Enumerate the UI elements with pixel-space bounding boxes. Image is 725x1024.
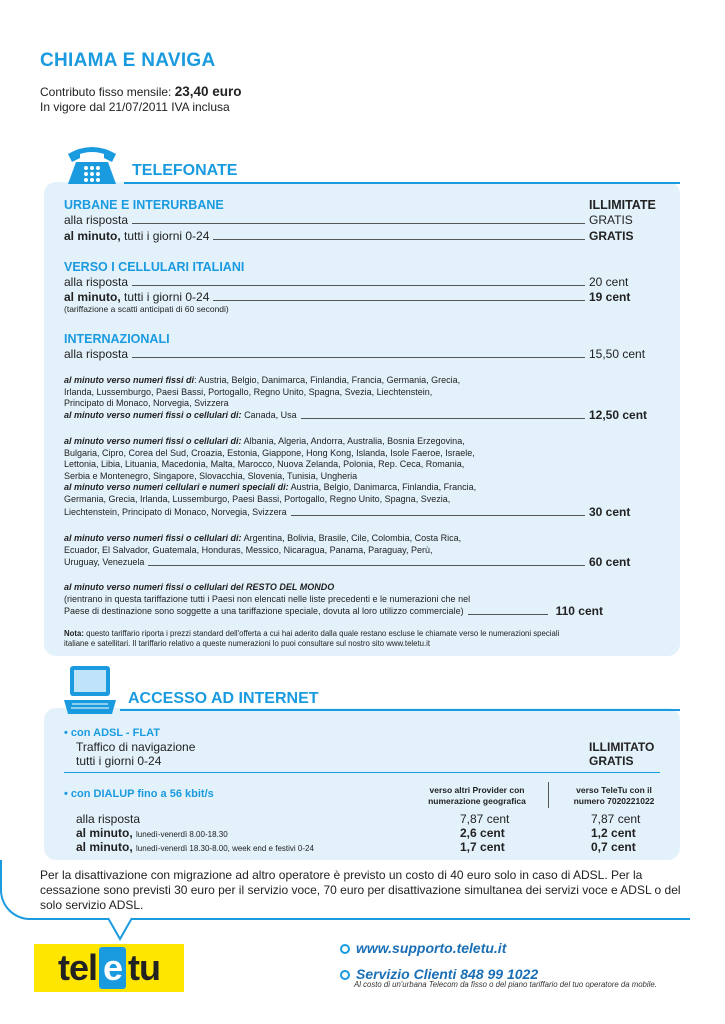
dialup-col-separator bbox=[548, 782, 549, 808]
dialup-r1-v1: 7,87 cent bbox=[460, 812, 510, 826]
intl-group4-row: Paese di destinazione sono soggette a una tariffazione speciale, dovuta al loro utilizzo commerciale) 110 cent bbox=[64, 604, 603, 618]
internet-divider bbox=[120, 709, 680, 711]
bullet-icon bbox=[340, 944, 350, 954]
laptop-icon bbox=[62, 664, 118, 716]
website-link[interactable]: www.supporto.teletu.it bbox=[340, 940, 506, 956]
intl-group3-row: Uruguay, Venezuela 60 cent bbox=[64, 555, 631, 569]
adsl-divider bbox=[64, 772, 660, 773]
fee-label: Contributo fisso mensile: bbox=[40, 85, 172, 99]
dialup-r2-v1: 2,6 cent bbox=[460, 826, 505, 840]
dialup-r3-v2: 0,7 cent bbox=[591, 840, 636, 854]
cellulari-row-minute: al minuto, tutti i giorni 0-24 19 cent bbox=[64, 290, 631, 304]
internet-heading: ACCESSO AD INTERNET bbox=[128, 690, 319, 707]
intl-group2-row: Liechtenstein, Principato di Monaco, Norvegia, Svizzera 30 cent bbox=[64, 505, 631, 519]
adsl-desc: Traffico di navigazione tutti i giorni 0-24 bbox=[76, 740, 196, 768]
fee-amount: 23,40 euro bbox=[174, 84, 242, 99]
bubble-tail bbox=[108, 917, 132, 941]
cellulari-row-answer: alla risposta 20 cent bbox=[64, 275, 629, 289]
internazionali-title: INTERNAZIONALI bbox=[64, 332, 170, 346]
cellulari-title: VERSO I CELLULARI ITALIANI bbox=[64, 260, 245, 274]
intl-group3: al minuto verso numeri fissi o cellulari di: Argentina, Bolivia, Brasile, Cile, Colombia, Costa Rica, Ecuador, El Salvador, Guatemala, Honduras, Messico, Nicaragua, Panama, Paraguay, Perù, bbox=[64, 533, 462, 555]
telefonate-divider bbox=[124, 182, 680, 184]
customer-service: Servizio Clienti 848 99 1022 bbox=[340, 966, 538, 982]
intl-group1: al minuto verso numeri fissi di: Austria, Belgio, Danimarca, Finlandia, Francia, Germania, Grecia, Irlanda, Lussemburgo, Paesi Bassi, Portogallo, Regno Unito, Spagna, Svezia, Liechtenstein, Principato di Monaco, Norvegia, Svizzera bbox=[64, 375, 461, 408]
dialup-row-answer: alla risposta bbox=[76, 812, 141, 826]
teletu-logo: tel e tu bbox=[34, 944, 184, 992]
dialup-title: • con DIALUP fino a 56 kbit/s bbox=[64, 788, 214, 800]
disattivazione-text: Per la disattivazione con migrazione ad altro operatore è previsto un costo di 40 euro solo in caso di ADSL. Per la cessazione sono previsti 30 euro per il servizio voce, 70 euro per disattivazione simultanea dei servizi voce e ADSL o del solo servizio ADSL. bbox=[40, 868, 681, 912]
dialup-r1-v2: 7,87 cent bbox=[591, 812, 641, 826]
monthly-fee bbox=[40, 84, 242, 115]
telefonate-note: Nota: questo tariffario riporta i prezzi standard dell'offerta a cui hai aderito dalla quale restano escluse le chiamate verso le numerazioni speciali italiane e satellitari. Il tariffario relativo a queste numerazioni lo puoi consultare sul nostro sito www.teletu.it bbox=[64, 629, 560, 648]
urbane-row-answer: alla risposta GRATIS bbox=[64, 213, 633, 227]
urbane-title: URBANE E INTERURBANE bbox=[64, 198, 224, 212]
telefonate-heading: TELEFONATE bbox=[132, 162, 238, 179]
intl-group4: al minuto verso numeri fissi o cellulari del RESTO DEL MONDO (rientrano in questa tariffazione tutti i Paesi non elencati nelle liste precedenti e le numerazioni che nel bbox=[64, 582, 471, 604]
intl-group1-row: al minuto verso numeri fissi o cellulari di: Canada, Usa 12,50 cent bbox=[64, 408, 648, 422]
adsl-values: ILLIMITATO GRATIS bbox=[589, 740, 655, 768]
telephone-icon bbox=[60, 140, 124, 188]
cellulari-note: (tariffazione a scatti anticipati di 60 secondi) bbox=[64, 304, 229, 314]
dialup-r3-v1: 1,7 cent bbox=[460, 840, 505, 854]
adsl-title: • con ADSL - FLAT bbox=[64, 727, 160, 739]
dialup-row-night: al minuto, lunedì-venerdì 18.30-8.00, week end e festivi 0-24 bbox=[76, 840, 314, 854]
page-title: CHIAMA E NAVIGA bbox=[40, 50, 216, 71]
fee-validity: In vigore dal 21/07/2011 IVA inclusa bbox=[40, 100, 230, 114]
bullet-icon bbox=[340, 970, 350, 980]
phone-disclaimer: Al costo di un'urbana Telecom da fisso o del piano tariffario del tuo operatore da mobile. bbox=[354, 980, 657, 989]
dialup-r2-v2: 1,2 cent bbox=[591, 826, 636, 840]
dialup-col2-head: verso TeleTu con il numero 7020221022 bbox=[573, 785, 655, 806]
urbane-row-minute: al minuto, tutti i giorni 0-24 GRATIS bbox=[64, 229, 634, 243]
dialup-row-day: al minuto, lunedì-venerdì 8.00-18.30 bbox=[76, 826, 228, 840]
intl-group2: al minuto verso numeri fissi o cellulari di: Albania, Algeria, Andorra, Australia, Bosnia Erzegovina, Bulgaria, Cipro, Corea del Sud, Croazia, Estonia, Giappone, Hong Kong, Islanda, Isole Faeroe, Israele, Lettonia, Libia, Lituania, Macedonia, Malta, Marocco, Nuova Zelanda, Polonia, Rep. Ceca, Romania, Serbia e Montenegro, Singapore, Slovacchia, Slovenia, Tunisia, Ungheria al minuto verso numeri cellulari e numeri speciali di: Austria, Belgio, Danimarca, Finlandia, Francia, Germania, Grecia, Irlanda, Lussemburgo, Paesi Bassi, Portogallo, Regno Unito, Spagna, Svezia, bbox=[64, 436, 477, 504]
urbane-header-value: ILLIMITATE bbox=[589, 198, 656, 212]
internazionali-row-answer: alla risposta 15,50 cent bbox=[64, 347, 646, 361]
dialup-col1-head: verso altri Provider con numerazione geografica bbox=[428, 785, 526, 806]
